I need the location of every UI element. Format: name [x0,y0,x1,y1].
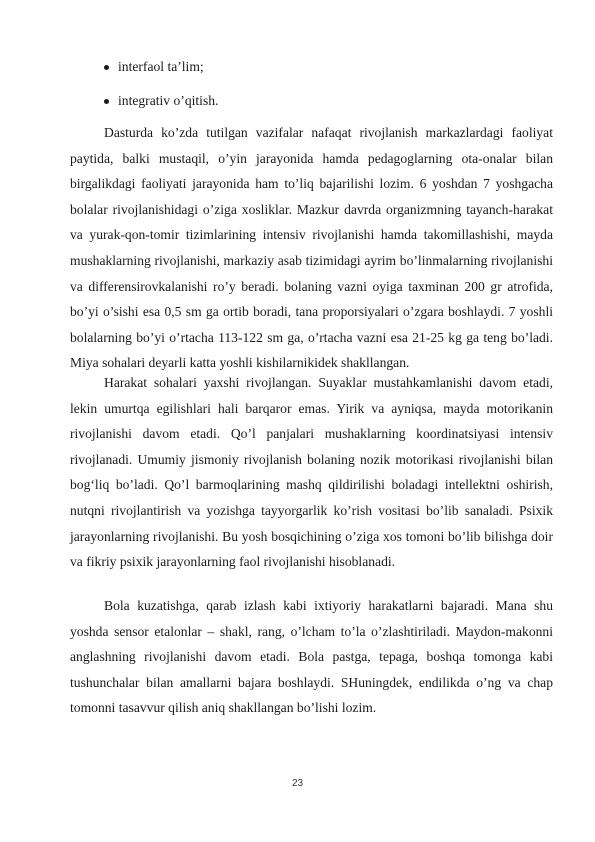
paragraph: Dasturda ko’zda tutilgan vazifalar nafaqat rivojlanish markazlardagi faoliyat paytida, balki mustaqil, o’yin jarayonida hamda pedagoglarning ota-onalar bilan birgalikdagi faoliyati jarayonida ham to’liq bajarilishi lozim. 6 yoshdan 7 yoshgacha bolalar rivojlanishidagi o’ziga xosliklar. Mazkur davrda organizmning tayanch-harakat va yurak-qon-tomir tizimlarining intensiv rivojlanishi hamda takomillashishi, mayda mushaklarning rivojlanishi, markaziy asab tizimidagi ayrim bo’linmalarning rivojlanishi va differensirovkalanishi ro’y beradi. bolaning vazni oyiga taxminan 200 gr atrofida, bo’yi o’sishi esa 0,5 sm ga ortib boradi, tana proporsiyalari o’zgara boshlaydi. 7 yoshli bolalarning bo’yi o’rtacha 113-122 sm ga, o’rtacha vazni esa 21-25 kg ga teng bo’ladi. Miya sohalari deyarli katta yoshli kishilarnikidek shakllangan. [70,125,553,371]
bullet-icon [104,99,109,104]
bullet-item [104,91,218,111]
page-number: 23 [291,778,304,789]
bullet-text: integrativ o’qitish. [118,93,219,108]
paragraph: Bola kuzatishga, qarab izlash kabi ixtiyoriy harakatlarni bajaradi. Mana shu yoshda sensor etalonlar – shakl, rang, o’lcham to’la o’zlashtiriladi. Maydon-makonni anglashning rivojlanishi davom etadi. Bola pastga, tepaga, boshqa tomonga kabi tushunchalar bilan amallarni bajara boshlaydi. SHuningdek, endilikda o’ng va chap tomonni tasavvur qilish aniq shakllangan bo’lishi lozim. [70,598,553,716]
bullet-text: interfaol ta’lim; [118,59,204,74]
paragraph: Harakat sohalari yaxshi rivojlangan. Suyaklar mustahkamlanishi davom etadi, lekin umurtqa egilishlari hali barqaror emas. Yirik va ayniqsa, mayda motorikanin rivojlanishi davom etadi. Qo’l panjalari mushaklarning koordinatsiyasi intensiv rivojlanadi. Umumiy jismoniy rivojlanish bolaning nozik motorikasi rivojlanishi bilan bog‘liq bo’ladi. Qo’l barmoqlarining mashq qildirilishi boladagi intellektni oshirish, nutqni rivojlantirish va yozishga tayyorgarlik ko’rish vositasi bo’lib sanaladi. Psixik jarayonlarning rivojlanishi. Bu yosh bosqichining o’ziga xos tomoni bo’lib bilishga doir va fikriy psixik jarayonlarning faol rivojlanishi hisoblanadi. [70,375,553,570]
bullet-icon [104,65,109,70]
bullet-item [104,57,204,77]
